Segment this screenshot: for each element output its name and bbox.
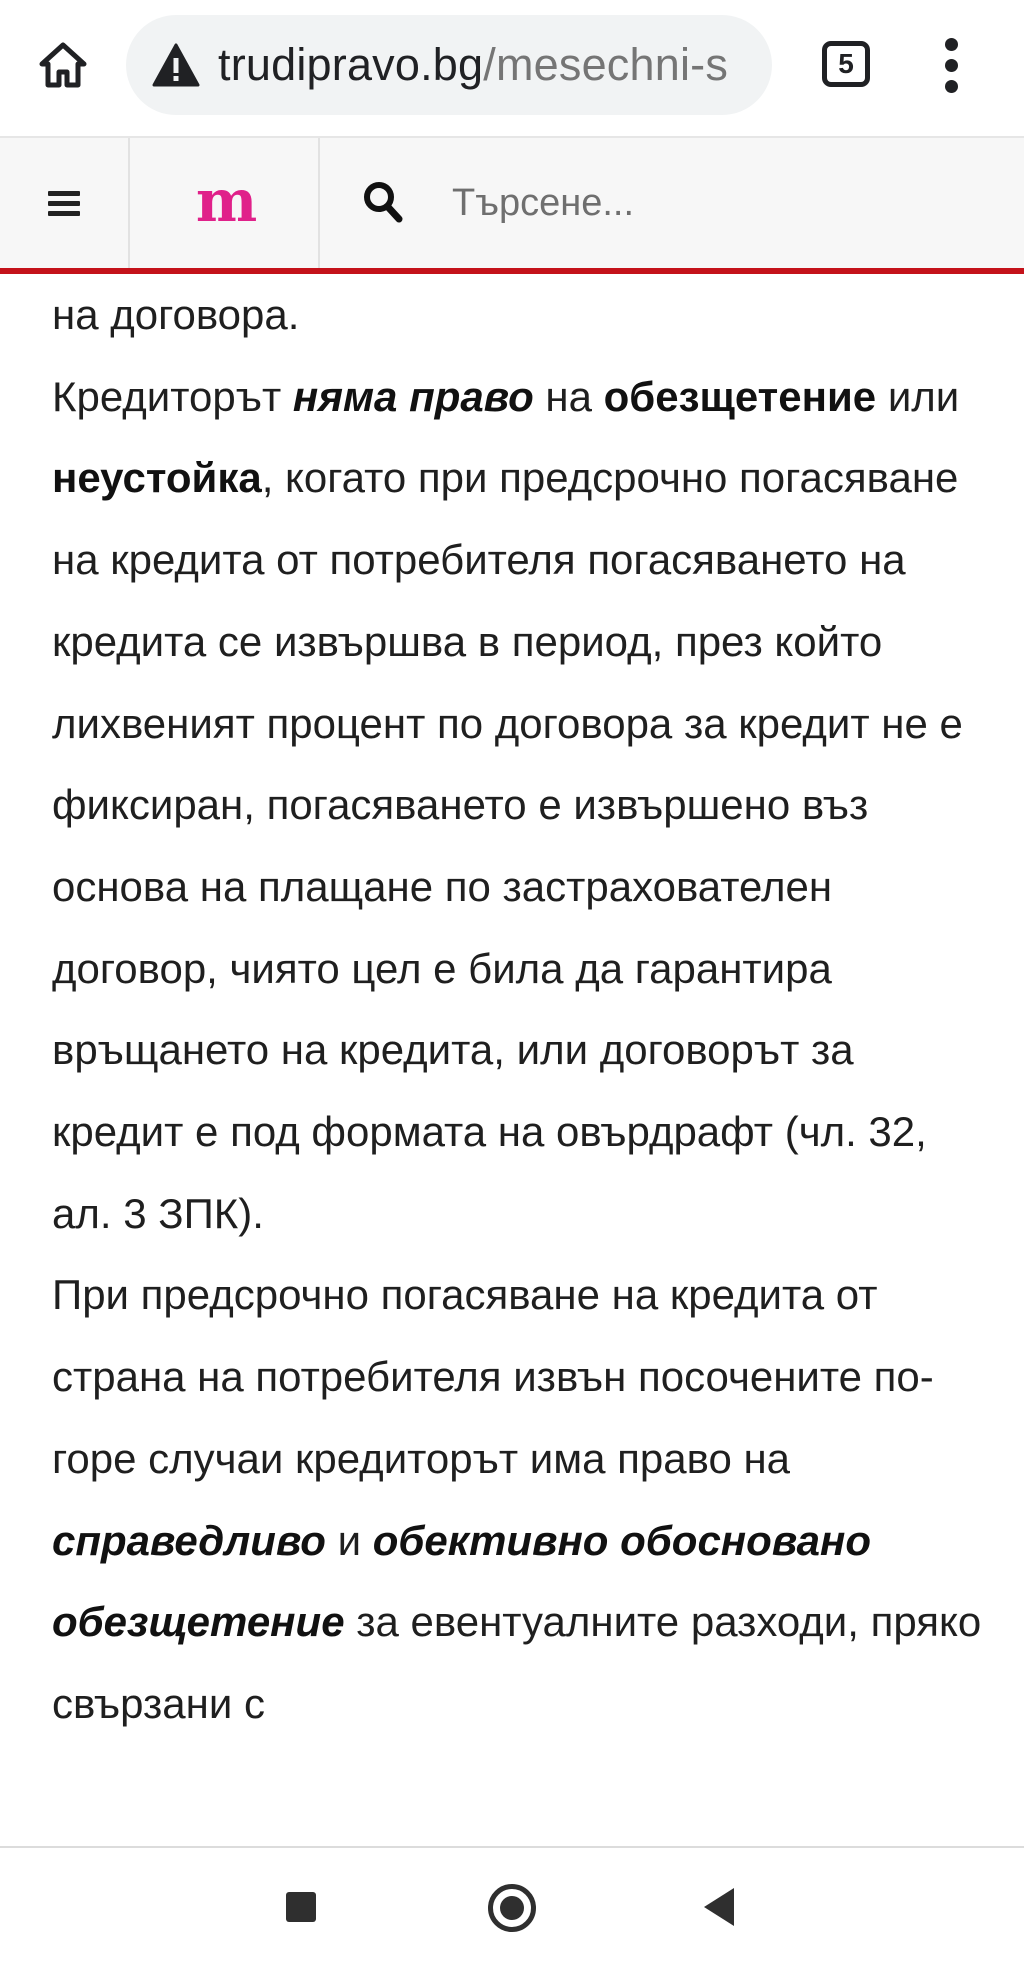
p2-text-3: или <box>876 372 960 420</box>
p2-bold-3: неустойка <box>52 454 262 502</box>
p2-text-2: на <box>533 372 604 420</box>
tab-count: 5 <box>838 48 854 79</box>
paragraph-3 <box>52 1254 982 1744</box>
more-vert-icon[interactable] <box>930 38 974 94</box>
home-icon[interactable] <box>488 1884 536 1932</box>
home-icon[interactable] <box>32 34 94 96</box>
recents-icon[interactable] <box>286 1892 316 1922</box>
p2-bold-2: обезщетение <box>603 372 877 420</box>
p2-bold-italic-1: няма право <box>292 372 534 420</box>
paragraph-1-text: на договора. <box>52 291 300 338</box>
back-icon[interactable] <box>704 1888 734 1926</box>
android-navigation-bar <box>0 1848 1024 1968</box>
site-header <box>0 138 1024 274</box>
p2-text-1: Кредиторът <box>52 372 293 420</box>
paragraph-1 <box>52 274 982 356</box>
not-secure-warning-icon[interactable] <box>152 43 200 87</box>
browser-toolbar <box>0 0 1024 138</box>
url-path: /mesechni-s <box>483 39 729 90</box>
search-icon[interactable] <box>362 180 404 226</box>
logo-text: m <box>195 167 255 235</box>
p3-text-1: При предсрочно погасяване на кредита от страна на потребителя извън посочените по-горе случаи кредиторът има право на <box>52 1271 934 1482</box>
tab-switcher-button[interactable] <box>822 41 870 87</box>
p2-text-4: , когато при предсрочно погасяване на кредита от потребителя погасяването на кредита се извършва в период, през който лихвеният процент по договора за кредит не е фиксиран, погасяването е извършено въз основа на плащане по застрахователен договор, чиято цел е била да гарантира връщането на кредита, или договорът за кредит е под формата на овърдрафт (чл. 32, ал. 3 ЗПК). <box>52 454 963 1237</box>
article-content <box>0 274 1024 1848</box>
p3-bold-italic-2: обективно обосновано обезщетение <box>52 1516 872 1646</box>
p3-text-3: за евентуалните разходи, пряко свързани с <box>52 1598 982 1727</box>
site-logo[interactable] <box>130 138 320 268</box>
url-bar[interactable] <box>126 15 772 115</box>
article-body <box>52 274 982 1745</box>
p3-bold-italic-1: справедливо <box>52 1516 326 1564</box>
hamburger-menu-icon[interactable] <box>0 138 130 268</box>
paragraph-2 <box>52 356 982 1255</box>
search-input[interactable] <box>440 163 1024 243</box>
p3-text-2: и <box>325 1516 373 1564</box>
url-text[interactable] <box>218 15 772 115</box>
url-domain: trudipravo.bg <box>218 39 484 90</box>
